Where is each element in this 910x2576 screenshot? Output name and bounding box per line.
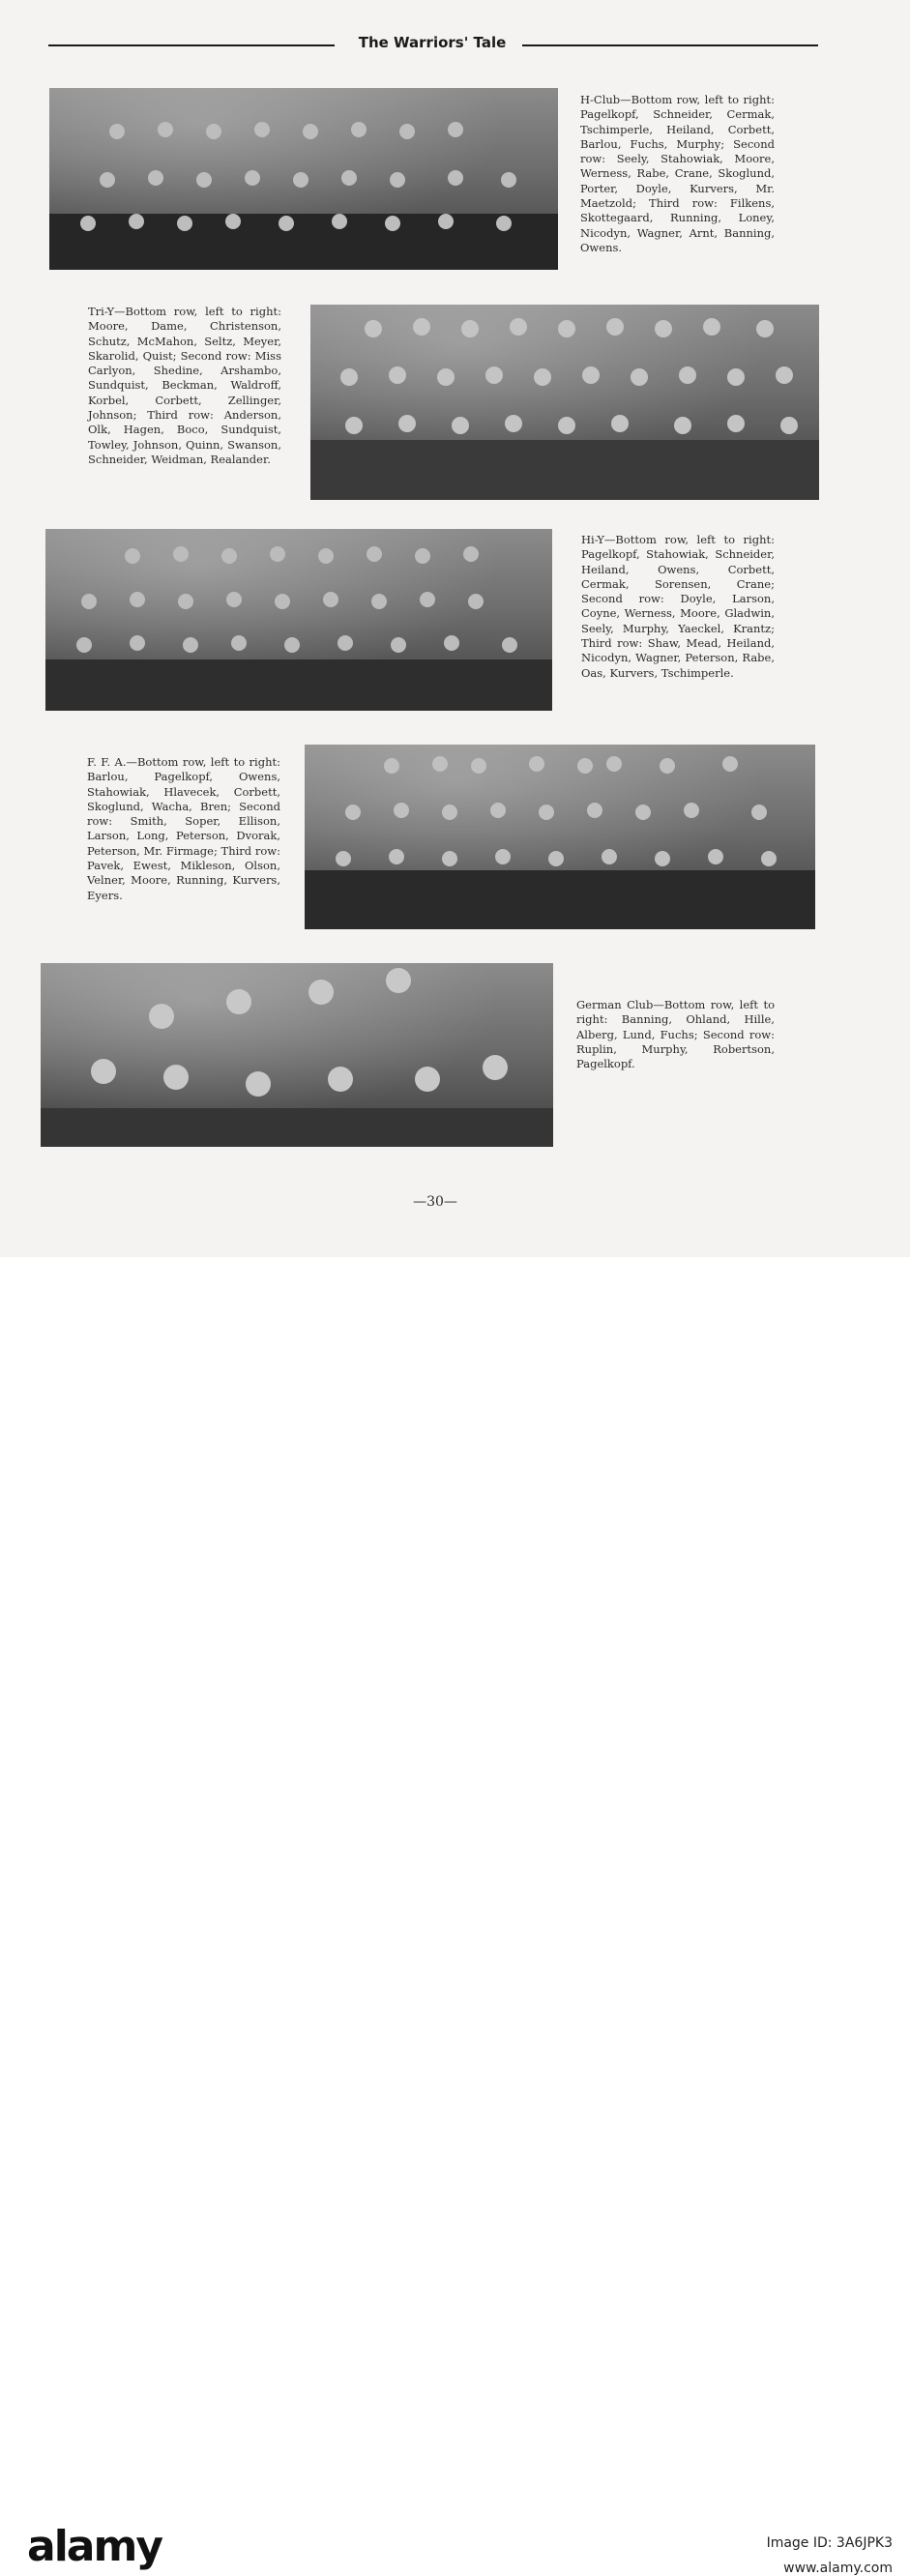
tri-y-photo [310, 305, 819, 500]
ffa-caption: F. F. A.—Bottom row, left to right: Barlou, Pagelkopf, Owens, Stahowiak, Hlavecek, Corbett, Skoglund, Wacha, Bren; Second row: Smith, Soper, Ellison, Larson, Long, Peterson, Dvorak, Peterson, Mr. Firmage; Third row: Pavek, Ewest, Mikleson, Olson, Velner, Moore, Running, Kurvers, Eyers. [87, 755, 280, 902]
tri-y-caption: Tri-Y—Bottom row, left to right: Moore, Dame, Christenson, Schutz, McMahon, Seltz, Meyer, Skarolid, Quist; Second row: Miss Carlyon, Shedine, Arshambo, Sundquist, Beckman, Waldroff, Korbel, Corbett, Zellinger, Johnson; Third row: Anderson, Olk, Hagen, Boco, Sundquist, Towley, Johnson, Quinn, Swanson, Schneider, Weidman, Realander. [88, 305, 281, 466]
header-rule-left [48, 44, 335, 46]
tri-y-photo-figures [310, 305, 819, 500]
german-club-photo-figures [41, 963, 553, 1147]
watermark-logo: alamy [27, 2522, 161, 2571]
yearbook-page [0, 0, 910, 1257]
hi-y-caption: Hi-Y—Bottom row, left to right: Pagelkopf, Stahowiak, Schneider, Heiland, Owens, Corbett, Cermak, Sorensen, Crane; Second row: Doyle, Larson, Coyne, Werness, Moore, Gladwin, Seely, Murphy, Yaeckel, Krantz; Third row: Shaw, Mead, Heiland, Nicodyn, Wagner, Peterson, Rabe, Oas, Kurvers, Tschimperle. [581, 533, 775, 680]
hi-y-photo-figures [45, 529, 552, 711]
hi-y-photo [45, 529, 552, 711]
page-header-title: The Warriors' Tale [358, 34, 507, 51]
german-club-photo [41, 963, 553, 1147]
stock-footer [0, 1257, 910, 2576]
image-id-label: Image ID: 3A6JPK3 [766, 2535, 893, 2551]
source-url-link[interactable]: www.alamy.com [783, 2561, 893, 2576]
ffa-photo-figures [305, 745, 815, 929]
h-club-caption: H-Club—Bottom row, left to right: Pagelkopf, Schneider, Cermak, Tschimperle, Heiland, Corbett, Barlou, Fuchs, Murphy; Second row: Seely, Stahowiak, Moore, Werness, Rabe, Crane, Skoglund, Porter, Doyle, Kurvers, Mr. Maetzold; Third row: Filkens, Skottegaard, Running, Loney, Nicodyn, Wagner, Arnt, Banning, Owens. [580, 93, 775, 254]
header-rule-right [522, 44, 818, 46]
page-number: —30— [413, 1194, 457, 1210]
ffa-photo [305, 745, 815, 929]
german-club-caption: German Club—Bottom row, left to right: Banning, Ohland, Hille, Alberg, Lund, Fuchs; Second row: Ruplin, Murphy, Robertson, Pagelkopf. [576, 998, 775, 1071]
h-club-photo-figures [49, 88, 558, 270]
h-club-photo [49, 88, 558, 270]
